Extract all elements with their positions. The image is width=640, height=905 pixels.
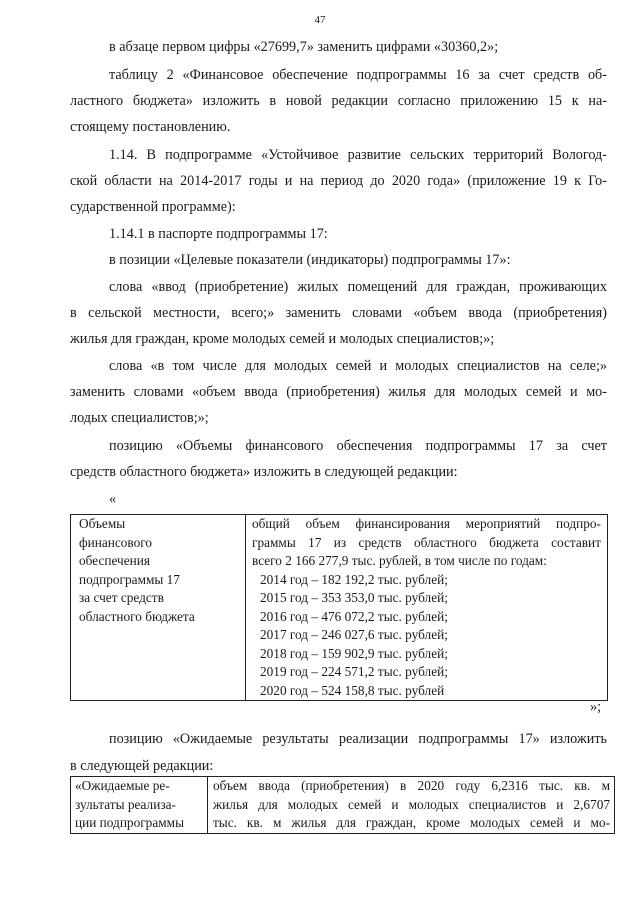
results-table bbox=[70, 776, 615, 834]
financing-label-line: финансового bbox=[79, 534, 153, 550]
financing-label-line: Объемы bbox=[79, 516, 126, 531]
body-line: таблицу 2 «Финансовое обеспечение подпрограммы 16 за счет средств об- bbox=[109, 67, 607, 83]
financing-year-line: 2017 год – 246 027,6 тыс. рублей; bbox=[260, 627, 448, 642]
results-label-line: зультаты реализа- bbox=[75, 796, 176, 812]
body-line: 1.14.1 в паспорте подпрограммы 17: bbox=[109, 226, 328, 242]
financing-label-line: за счет средств bbox=[79, 590, 164, 605]
body-line: в следующей редакции: bbox=[70, 758, 214, 774]
page-number: 47 bbox=[314, 14, 326, 26]
results-value-cell bbox=[208, 777, 615, 834]
body-line: 1.14. В подпрограмме «Устойчивое развитие сельских территорий Вологод- bbox=[109, 147, 607, 163]
financing-label-cell bbox=[71, 515, 246, 701]
results-label-line: «Ожидаемые ре- bbox=[75, 778, 170, 793]
body-line: средств областного бюджета» изложить в следующей редакции: bbox=[70, 464, 458, 480]
body-line: сударственной программе): bbox=[70, 199, 236, 215]
results-label-line: ции подпрограммы bbox=[75, 815, 184, 830]
financing-year-line: 2016 год – 476 072,2 тыс. рублей; bbox=[260, 608, 448, 624]
closing-quote: »; bbox=[590, 699, 602, 715]
financing-table bbox=[70, 514, 608, 701]
financing-year-line: 2014 год – 182 192,2 тыс. рублей; bbox=[260, 571, 448, 587]
financing-label-line: областного бюджета bbox=[79, 608, 195, 624]
body-line: ластного бюджета» изложить в новой редакции согласно приложению 15 к на- bbox=[70, 93, 607, 109]
body-line: стоящему постановлению. bbox=[70, 119, 231, 135]
body-line: жилья для граждан, кроме молодых семей и молодых специалистов;»; bbox=[70, 331, 495, 347]
body-line: позицию «Объемы финансового обеспечения подпрограммы 17 за счет bbox=[109, 438, 607, 454]
body-line: позицию «Ожидаемые результаты реализации подпрограммы 17» изложить bbox=[109, 731, 607, 747]
body-line: ской области на 2014-2017 годы и на период до 2020 года» (приложение 19 к Го- bbox=[70, 173, 607, 189]
body-line: слова «ввод (приобретение) жилых помещений для граждан, проживающих bbox=[109, 279, 607, 295]
opening-quote: « bbox=[109, 491, 117, 507]
financing-label-line: подпрограммы 17 bbox=[79, 571, 180, 587]
financing-year-line: 2018 год – 159 902,9 тыс. рублей; bbox=[260, 645, 448, 661]
financing-year-line: 2019 год – 224 571,2 тыс. рублей; bbox=[260, 664, 448, 679]
financing-label-line: обеспечения bbox=[79, 553, 150, 568]
body-line: слова «в том числе для молодых семей и молодых специалистов на селе;» bbox=[109, 358, 607, 374]
results-text-line: объем ввода (приобретения) в 2020 году 6,2316 тыс. кв. м bbox=[213, 778, 610, 793]
body-line: в позиции «Целевые показатели (индикаторы) подпрограммы 17»: bbox=[109, 252, 511, 268]
results-label-cell bbox=[71, 777, 208, 834]
financing-text-line: общий объем финансирования мероприятий подпро- bbox=[252, 516, 601, 531]
body-line: лодых специалистов;»; bbox=[70, 410, 209, 426]
financing-text-line: всего 2 166 277,9 тыс. рублей, в том числе по годам: bbox=[252, 553, 547, 568]
financing-year-line: 2020 год – 524 158,8 тыс. рублей bbox=[260, 682, 445, 698]
financing-value-cell bbox=[246, 515, 608, 701]
body-line: заменить словами «объем ввода (приобретения) жилья для молодых семей и мо- bbox=[70, 384, 607, 400]
body-line: в абзаце первом цифры «27699,7» заменить цифрами «30360,2»; bbox=[109, 39, 499, 55]
financing-text-line: граммы 17 из средств областного бюджета составит bbox=[252, 534, 601, 550]
body-line: в сельской местности, всего;» заменить словами «объем ввода (приобретения) bbox=[70, 305, 607, 321]
financing-year-line: 2015 год – 353 353,0 тыс. рублей; bbox=[260, 590, 448, 605]
results-text-line: жилья для молодых семей и молодых специалистов и 2,6707 bbox=[213, 796, 610, 812]
results-text-line: тыс. кв. м жилья для граждан, кроме молодых семей и мо- bbox=[213, 815, 610, 830]
